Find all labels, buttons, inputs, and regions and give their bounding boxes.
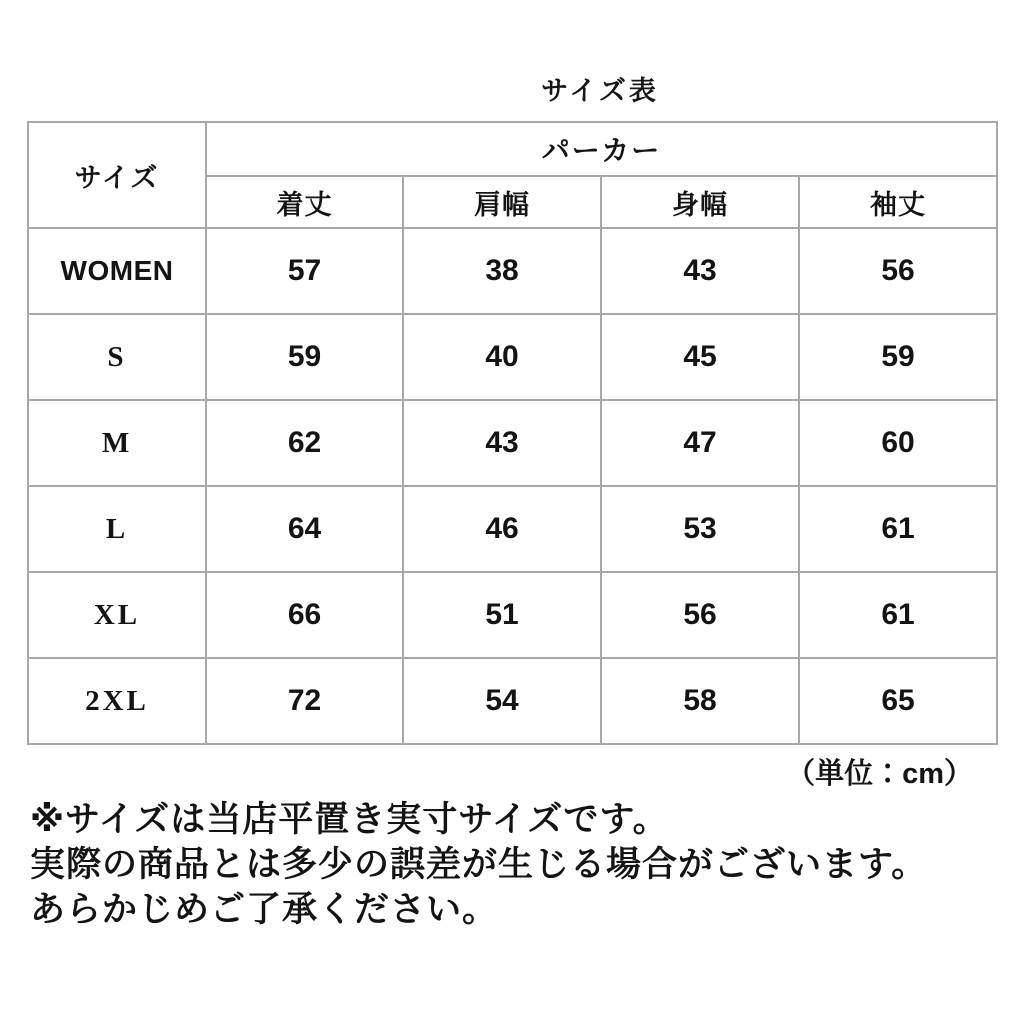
size-label: WOMEN — [28, 228, 206, 314]
disclaimer-notes — [30, 797, 1024, 932]
table-row-2xl — [28, 658, 997, 744]
value-cell: 40 — [403, 314, 601, 400]
column-header-sleeve-length: 袖丈 — [799, 176, 997, 228]
value-cell: 58 — [601, 658, 799, 744]
table-row-m — [28, 400, 997, 486]
value-cell: 46 — [403, 486, 601, 572]
size-label: M — [28, 400, 206, 486]
product-group-header: パーカー — [206, 122, 997, 176]
value-cell: 51 — [403, 572, 601, 658]
value-cell: 59 — [206, 314, 403, 400]
column-header-shoulder-width: 肩幅 — [403, 176, 601, 228]
size-label: S — [28, 314, 206, 400]
value-cell: 65 — [799, 658, 997, 744]
value-cell: 62 — [206, 400, 403, 486]
value-cell: 47 — [601, 400, 799, 486]
value-cell: 66 — [206, 572, 403, 658]
value-cell: 54 — [403, 658, 601, 744]
title-area — [205, 0, 995, 108]
value-cell: 53 — [601, 486, 799, 572]
size-label: L — [28, 486, 206, 572]
value-cell: 56 — [601, 572, 799, 658]
size-column-header: サイズ — [28, 122, 206, 228]
value-cell: 59 — [799, 314, 997, 400]
value-cell: 56 — [799, 228, 997, 314]
value-cell: 64 — [206, 486, 403, 572]
table-row-women — [28, 228, 997, 314]
unit-note: （単位：cm） — [786, 758, 973, 790]
column-header-length: 着丈 — [206, 176, 403, 228]
note-line-measured-flat: ※サイズは当店平置き実寸サイズです。 — [30, 800, 669, 839]
note-line-tolerance: 実際の商品とは多少の誤差が生じる場合がございます。 — [30, 845, 928, 884]
value-cell: 38 — [403, 228, 601, 314]
value-cell: 72 — [206, 658, 403, 744]
size-table — [27, 121, 998, 745]
table-row-xl — [28, 572, 997, 658]
size-label: 2XL — [28, 658, 206, 744]
value-cell: 43 — [601, 228, 799, 314]
table-row-s — [28, 314, 997, 400]
table-header-row-group — [28, 122, 997, 176]
value-cell: 57 — [206, 228, 403, 314]
note-line-understanding: あらかじめご了承ください。 — [30, 890, 499, 929]
size-label: XL — [28, 572, 206, 658]
value-cell: 61 — [799, 572, 997, 658]
value-cell: 43 — [403, 400, 601, 486]
column-header-body-width: 身幅 — [601, 176, 799, 228]
table-row-l — [28, 486, 997, 572]
value-cell: 60 — [799, 400, 997, 486]
page-title: サイズ表 — [541, 76, 659, 106]
value-cell: 45 — [601, 314, 799, 400]
value-cell: 61 — [799, 486, 997, 572]
